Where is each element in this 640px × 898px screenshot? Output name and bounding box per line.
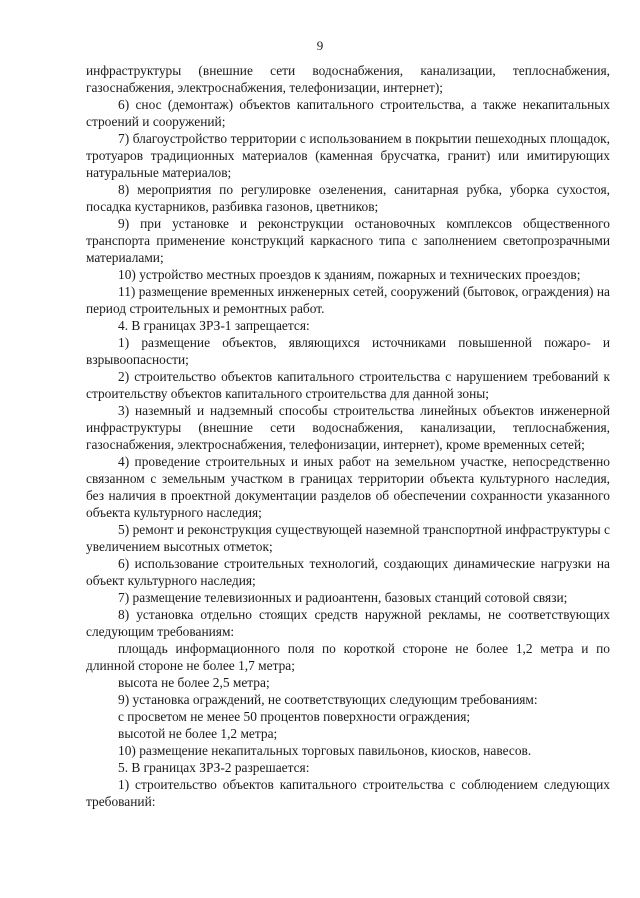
paragraph: 8) мероприятия по регулировке озеленения, санитарная рубка, уборка сухостоя, посадка кустарников, разбивка газонов, цветников; [86,182,610,214]
paragraph: высотой не более 1,2 метра; [118,726,278,741]
paragraph: 2) строительство объектов капитального строительства с нарушением требований к строительству объектов капитального строительства для данной зоны; [86,369,610,401]
paragraph: 4. В границах ЗРЗ-1 запрещается: [118,318,310,333]
paragraph: 11) размещение временных инженерных сетей, сооружений (бытовок, ограждения) на период строительных и ремонтных работ. [86,284,610,316]
paragraph: 9) установка ограждений, не соответствующих следующим требованиям: [118,692,538,707]
paragraph: инфраструктуры (внешние сети водоснабжения, канализации, теплоснабжения, газоснабжения, электроснабжения, телефонизации, интернет); [86,63,610,95]
paragraph: 7) благоустройство территории с использованием в покрытии пешеходных площадок, тротуаров традиционных материалов (каменная брусчатка, гранит) или имитирующих натуральные материалов; [86,131,610,180]
paragraph: 8) установка отдельно стоящих средств наружной рекламы, не соответствующих следующим требованиям: [86,607,610,639]
paragraph: 4) проведение строительных и иных работ на земельном участке, непосредственно связанном с земельным участком в границах территории объекта культурного наследия, без наличия в проектной документации разделов об обеспечении сохранности указанного объекта культурного наследия; [86,454,610,520]
paragraph: 10) устройство местных проездов к зданиям, пожарных и технических проездов; [118,267,581,282]
paragraph: 6) снос (демонтаж) объектов капитального строительства, а также некапитальных строений и сооружений; [86,97,610,129]
paragraph: 1) строительство объектов капитального строительства с соблюдением следующих требований: [86,777,610,809]
paragraph: 10) размещение некапитальных торговых павильонов, киосков, навесов. [118,743,532,758]
paragraph: 7) размещение телевизионных и радиоантенн, базовых станций сотовой связи; [118,590,568,605]
paragraph: 9) при установке и реконструкции остановочных комплексов общественного транспорта применение конструкций каркасного типа с заполнением светопрозрачными материалами; [86,216,610,265]
page-number: 9 [316,38,324,53]
paragraph: 1) размещение объектов, являющихся источниками повышенной пожаро- и взрывоопасности; [86,335,610,367]
paragraph: 5. В границах ЗРЗ-2 разрешается: [118,760,310,775]
paragraph: площадь информационного поля по короткой стороне не более 1,2 метра и по длинной стороне не более 1,7 метра; [86,641,610,673]
paragraph: 5) ремонт и реконструкция существующей наземной транспортной инфраструктуры с увеличением высотных отметок; [86,522,610,554]
paragraph: с просветом не менее 50 процентов поверхности ограждения; [118,709,471,724]
paragraph: 6) использование строительных технологий, создающих динамические нагрузки на объект культурного наследия; [86,556,610,588]
paragraph: высота не более 2,5 метра; [118,675,270,690]
document-body [86,62,610,810]
paragraph: 3) наземный и надземный способы строительства линейных объектов инженерной инфраструктуры (внешние сети водоснабжения, канализации, теплоснабжения, газоснабжения, электроснабжения, телефонизации, интернет), кроме временных сетей; [86,403,610,452]
